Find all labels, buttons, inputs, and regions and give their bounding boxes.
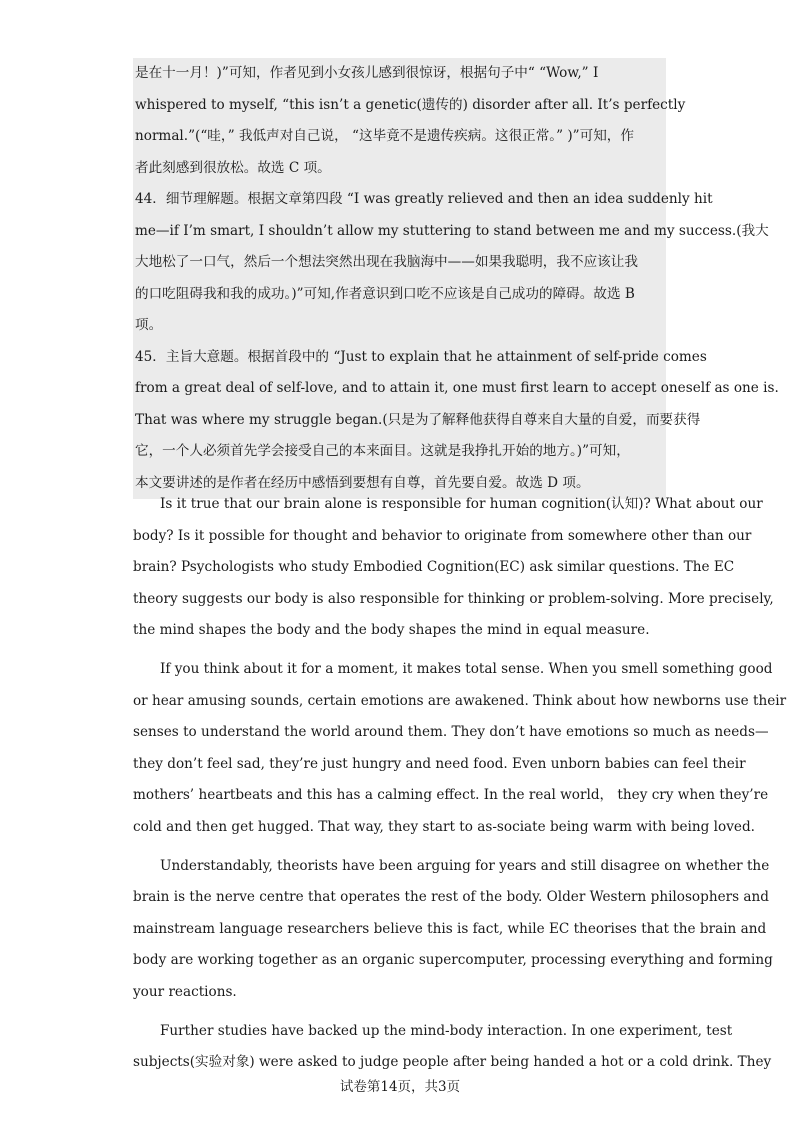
page-footer: 试卷第14页，共3页 bbox=[339, 1079, 461, 1095]
answer-line: whispered to myself, “this isn’t a genetic(遗传的) disorder after all. It’s perfectly bbox=[135, 96, 686, 113]
passage-line: body? Is it possible for thought and behavior to originate from somewhere other than our bbox=[133, 527, 752, 544]
answer-line: 大地松了一口气，然后一个想法突然出现在我脑海中——如果我聪明，我不应该让我 bbox=[135, 254, 638, 270]
passage-line: theory suggests our body is also responsible for thinking or problem-solving. More precisely, bbox=[133, 590, 774, 607]
answer-line: normal.”(“哇，” 我低声对自己说， “这毕竟不是遗传疾病。这很正常。” )”可知，作 bbox=[135, 128, 634, 144]
reading-passage bbox=[133, 489, 787, 1086]
passage-line: cold and then get hugged. That way, they start to as-sociate being warm with being loved. bbox=[133, 818, 755, 835]
answer-line: 的口吃阻碍我和我的成功。)”可知,作者意识到口吃不应该是自己成功的障碍。故选 B bbox=[135, 285, 635, 302]
answer-line: 它，一个人必须首先学会接受自己的本来面目。这就是我挣扎开始的地方。)”可知， bbox=[135, 443, 630, 459]
passage-paragraph-3 bbox=[133, 851, 773, 1009]
answer-line: from a great deal of self-love, and to attain it, one must first learn to accept oneself as one is. bbox=[135, 380, 779, 396]
passage-line: they don’t feel sad, they’re just hungry and need food. Even unborn babies can feel their bbox=[133, 755, 746, 772]
answer-line: 者此刻感到很放松。故选 C 项。 bbox=[135, 159, 331, 176]
answer-line: 是在十一月！)”可知，作者见到小女孩儿感到很惊讶，根据句子中“ “Wow,” I bbox=[135, 65, 599, 81]
passage-line: mainstream language researchers believe this is fact, while EC theorises that the brain and bbox=[133, 920, 767, 937]
answer-line: 项。 bbox=[135, 317, 163, 333]
answer-line: 45．主旨大意题。根据首段中的 “Just to explain that he attainment of self-pride comes bbox=[135, 348, 707, 365]
passage-line: brain? Psychologists who study Embodied Cognition(EC) ask similar questions. The EC bbox=[133, 559, 735, 575]
passage-paragraph-4 bbox=[133, 1016, 772, 1079]
passage-line: If you think about it for a moment, it makes total sense. When you smell something good bbox=[160, 661, 773, 677]
answer-line: me—if I’m smart, I shouldn’t allow my stuttering to stand between me and my success.(我大 bbox=[135, 222, 769, 239]
answer-explanation-block bbox=[133, 58, 779, 499]
passage-line: body are working together as an organic supercomputer, processing everything and forming bbox=[133, 952, 773, 968]
passage-line: or hear amusing sounds, certain emotions are awakened. Think about how newborns use their bbox=[133, 692, 787, 709]
passage-line: subjects(实验对象) were asked to judge people after being handed a hot or a cold drink. They bbox=[133, 1054, 772, 1070]
passage-line: your reactions. bbox=[133, 983, 237, 1000]
passage-line: senses to understand the world around them. They don’t have emotions so much as needs— bbox=[133, 724, 769, 740]
passage-line: Is it true that our brain alone is responsible for human cognition(认知)? What about our bbox=[160, 496, 763, 512]
passage-line: brain is the nerve centre that operates the rest of the body. Older Western philosophers and bbox=[133, 889, 769, 905]
passage-paragraph-2 bbox=[133, 654, 787, 843]
answer-line: That was where my struggle began.(只是为了解释他获得自尊来自大量的自爱，而要获得 bbox=[135, 411, 701, 428]
passage-line: the mind shapes the body and the body shapes the mind in equal measure. bbox=[133, 622, 650, 638]
answer-line: 本文要讲述的是作者在经历中感悟到要想有自尊，首先要自爱。故选 D 项。 bbox=[135, 474, 590, 491]
passage-line: Further studies have backed up the mind-body interaction. In one experiment, test bbox=[160, 1022, 733, 1039]
passage-line: Understandably, theorists have been arguing for years and still disagree on whether the bbox=[160, 857, 770, 874]
answer-line: 44．细节理解题。根据文章第四段 “I was greatly relieved and then an idea suddenly hit bbox=[135, 191, 713, 207]
passage-line: mothers’ heartbeats and this has a calming effect. In the real world， they cry when they’re bbox=[133, 787, 769, 803]
passage-paragraph-1 bbox=[133, 489, 774, 647]
